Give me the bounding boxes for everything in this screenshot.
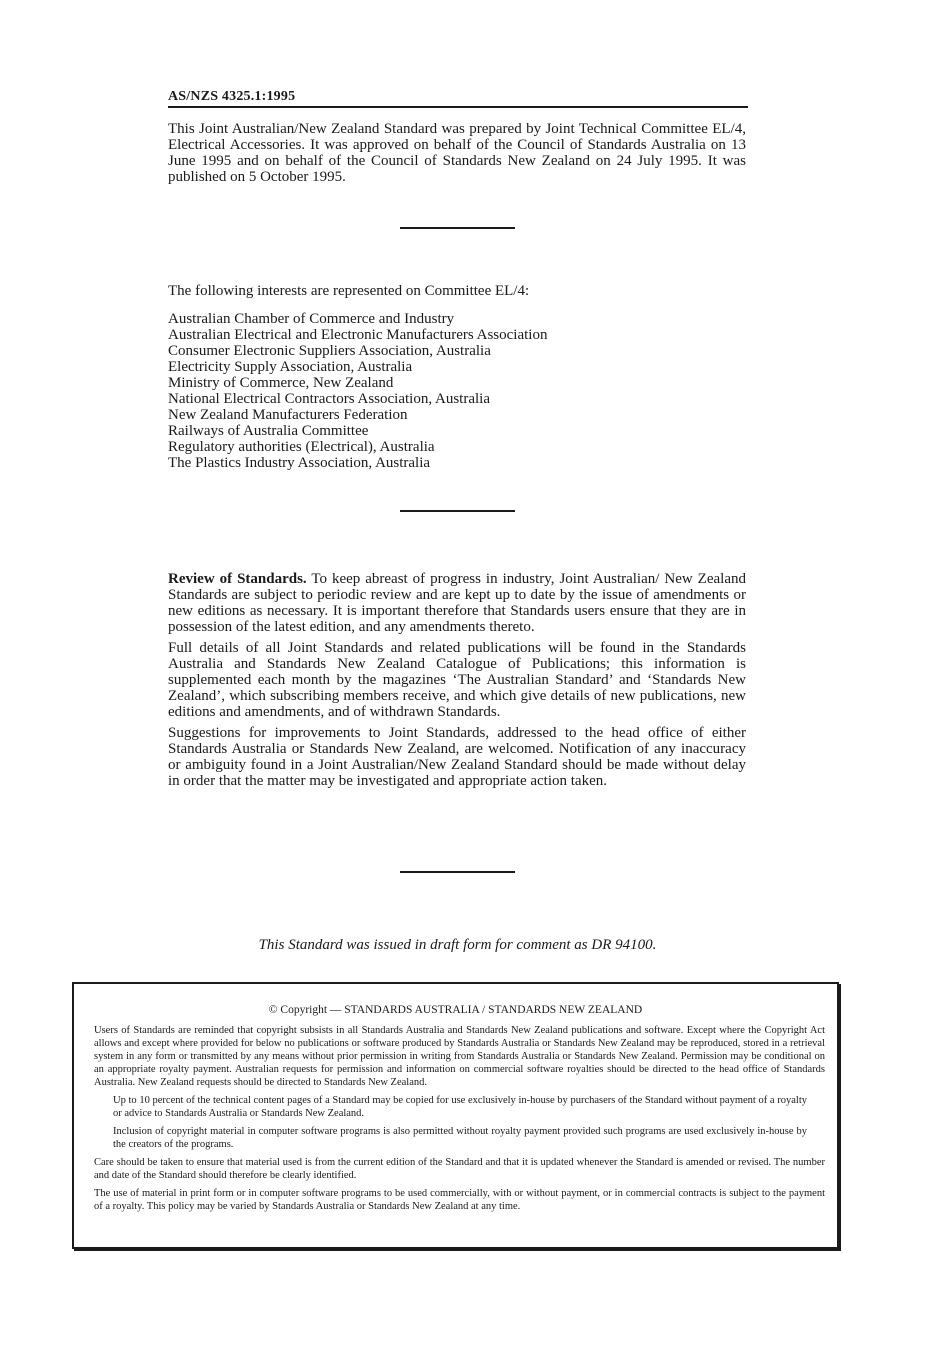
- interest-item: The Plastics Industry Association, Australia: [168, 455, 431, 471]
- interest-item: Railways of Australia Committee: [168, 423, 369, 439]
- review-paragraph-1: [168, 571, 746, 635]
- document-id: AS/NZS 4325.1:1995: [168, 89, 296, 104]
- copyright-paragraph-4: Care should be taken to ensure that material used is from the current edition of the Standard and that it is updated whenever the Standard is amended or revised. The number and date of the Standard should therefore be clearly identified.: [94, 1157, 825, 1181]
- interest-item: Australian Chamber of Commerce and Industry: [168, 311, 455, 327]
- section-separator: [400, 510, 515, 512]
- interest-item: Regulatory authorities (Electrical), Australia: [168, 439, 435, 455]
- section-separator: [400, 871, 515, 873]
- review-section: [168, 571, 746, 794]
- interest-item: National Electrical Contractors Association, Australia: [168, 391, 490, 407]
- copyright-paragraph-5: The use of material in print form or in computer software programs to be used commercially, with or without payment, or in commercial contracts is subject to the payment of a royalty. This policy may be varied by Standards Australia or Standards New Zealand at any time.: [94, 1188, 825, 1212]
- review-text-1: To keep abreast of progress in industry, Joint Australian/ New Zealand Standards are subject to periodic review and are kept up to date by the issue of amendments or new editions as necessary. It is important therefore that Standards users ensure that they are in possession of the latest edition, and any amendments thereto.: [168, 571, 746, 635]
- section-separator: [400, 227, 515, 229]
- intro-paragraph: This Joint Australian/New Zealand Standard was prepared by Joint Technical Committee EL/4, Electrical Accessories. It was approved on behalf of the Council of Standards Australia on 13 June 1995 and on behalf of the Council of Standards New Zealand on 24 July 1995. It was published on 5 October 1995.: [168, 121, 746, 185]
- review-paragraph-2: Full details of all Joint Standards and related publications will be found in the Standards Australia and Standards New Zealand Catalogue of Publications; this information is supplemented each month by the magazines ‘The Australian Standard’ and ‘Standards New Zealand’, which subscribing members receive, and which give details of new publications, new editions and amendments, and of withdrawn Standards.: [168, 640, 746, 720]
- copyright-title: © Copyright — STANDARDS AUSTRALIA / STANDARDS NEW ZEALAND: [268, 1004, 643, 1016]
- copyright-body: [94, 1024, 825, 1218]
- review-paragraph-3: Suggestions for improvements to Joint Standards, addressed to the head office of either Standards Australia or Standards New Zealand, are welcomed. Notification of any inaccuracy or ambiguity found in a Joint Australian/New Zealand Standard should be made without delay in order that the matter may be investigated and appropriate action taken.: [168, 725, 746, 789]
- interest-item: Consumer Electronic Suppliers Association, Australia: [168, 343, 491, 359]
- interest-item: Australian Electrical and Electronic Manufacturers Association: [168, 327, 548, 343]
- interest-item: Ministry of Commerce, New Zealand: [168, 375, 394, 391]
- interests-heading: The following interests are represented on Committee EL/4:: [168, 283, 530, 299]
- copyright-paragraph-3: Inclusion of copyright material in computer software programs is also permitted without royalty payment provided such programs are used exclusively in-house by the creators of the programs.: [113, 1126, 807, 1150]
- copyright-box: [72, 982, 839, 1249]
- copyright-paragraph-1: Users of Standards are reminded that copyright subsists in all Standards Australia and Standards New Zealand publications and software. Except where the Copyright Act allows and except where provided for below no publications or software produced by Standards Australia or Standards New Zealand may be reproduced, stored in a retrieval system in any form or transmitted by any means without prior permission in writing from Standards Australia or Standards New Zealand. Permission may be conditional on an appropriate royalty payment. Australian requests for permission and information on commercial software royalties should be directed to the head office of Standards Australia. New Zealand requests should be directed to Standards New Zealand.: [94, 1025, 825, 1088]
- review-lead: Review of Standards.: [168, 571, 307, 587]
- interests-list: [168, 311, 547, 471]
- copyright-paragraph-2: Up to 10 percent of the technical content pages of a Standard may be copied for use exclusively in-house by purchasers of the Standard without payment of a royalty or advice to Standards Australia or Standards New Zealand.: [113, 1095, 807, 1119]
- draft-note: This Standard was issued in draft form for comment as DR 94100.: [258, 937, 657, 953]
- interest-item: Electricity Supply Association, Australia: [168, 359, 413, 375]
- interest-item: New Zealand Manufacturers Federation: [168, 407, 408, 423]
- header-rule: [168, 106, 748, 108]
